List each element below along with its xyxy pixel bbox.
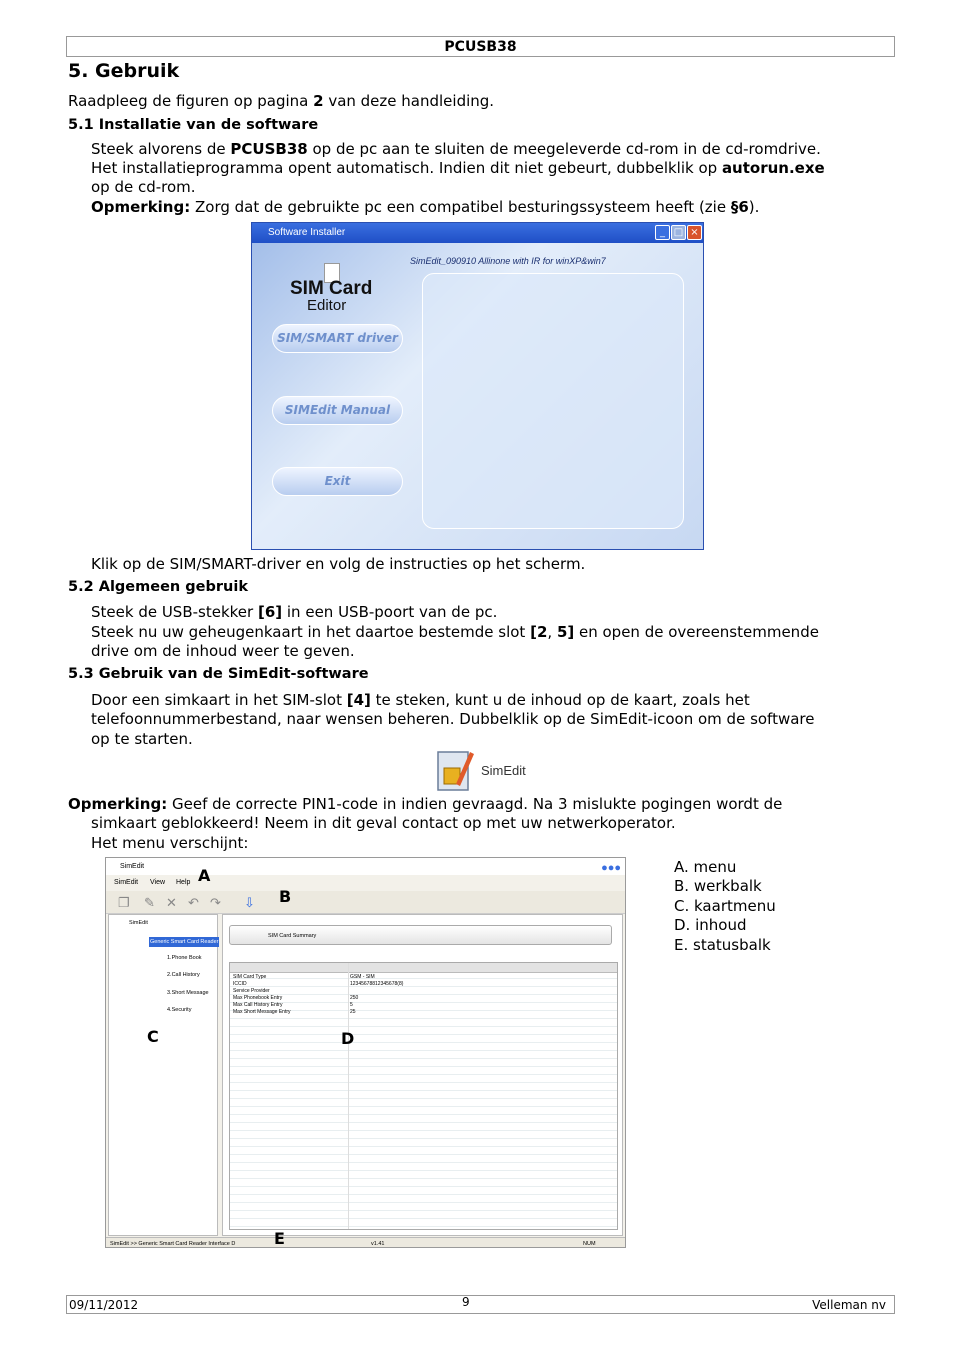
footer-page: 9 — [462, 1295, 470, 1309]
simedit-manual-button[interactable]: SIMEdit Manual — [272, 396, 403, 425]
section-title: 5. Gebruik — [68, 60, 180, 82]
marker-b: B — [279, 887, 292, 906]
tree-item-callhistory[interactable]: 2.Call History — [167, 972, 200, 978]
s51-line2: Het installatieprogramma opent automatisch. Indien dit niet gebeurt, dubbelklik op autorun.exe — [91, 159, 825, 177]
s52-line1: Steek de USB-stekker [6] in een USB-poort van de pc. — [91, 603, 498, 621]
s51-note: Opmerking: Zorg dat de gebruikte pc een compatibel besturingssysteem heeft (zie §6). — [91, 198, 760, 216]
exit-button[interactable]: Exit — [272, 467, 403, 496]
minimize-icon[interactable]: _ — [655, 225, 670, 240]
undo-icon[interactable]: ↶ — [188, 895, 199, 910]
logo-line2: Editor — [307, 297, 347, 314]
menu-bar — [106, 876, 625, 890]
page-footer — [66, 1295, 895, 1314]
s53-note: Opmerking: Geef de correcte PIN1-code in indien gevraagd. Na 3 mislukte pogingen wordt de — [68, 795, 783, 813]
app-titlebar: SimEdit ●●● — [106, 858, 625, 875]
summary-bar[interactable]: SIM Card Summary — [229, 925, 612, 945]
subsection-title-5-3: 5.3 Gebruik van de SimEdit-software — [68, 666, 369, 682]
s51-line1: Steek alvorens de PCUSB38 op de pc aan te sluiten de meegeleverde cd-rom in de cd-romdrive. — [91, 140, 821, 158]
redo-icon[interactable]: ↷ — [210, 895, 221, 910]
tree-item-shortmessage[interactable]: 3.Short Message — [167, 990, 209, 996]
marker-e: E — [274, 1229, 285, 1248]
menu-view[interactable]: View — [150, 879, 166, 886]
simedit-icon[interactable] — [436, 748, 476, 794]
grid-row: Max Phonebook Entry 250 — [233, 995, 359, 1001]
read-icon[interactable]: ⇩ — [244, 895, 255, 910]
legend-item: C. kaartmenu — [674, 897, 776, 915]
menu-simedit[interactable]: SimEdit — [114, 879, 139, 886]
menu-help[interactable]: Help — [176, 879, 191, 886]
s53-line2: telefoonnummerbestand, naar wensen beheren. Dubbelklik op de SimEdit-icoon om de software — [91, 710, 815, 728]
delete-icon[interactable]: ✕ — [166, 895, 177, 910]
s52-line2: Steek nu uw geheugenkaart in het daartoe bestemde slot [2, 5] en open de overeenstemmende — [91, 623, 819, 641]
grid-row: Service Provider — [233, 988, 270, 994]
installer-window — [251, 222, 704, 550]
card-menu-tree — [108, 914, 218, 1236]
footer-company: Velleman nv — [812, 1298, 886, 1312]
copy-icon[interactable]: ❐ — [118, 895, 130, 910]
status-version: v1.41 — [371, 1241, 385, 1247]
logo-line1: SIM Card — [290, 278, 373, 299]
installer-subtitle: SimEdit_090910 Allinone with IR for winXP&win7 — [410, 256, 606, 266]
tree-item-phonebook[interactable]: 1.Phone Book — [167, 955, 202, 961]
marker-a: A — [198, 866, 211, 885]
grid-row: Max Call History Entry 5 — [233, 1002, 353, 1008]
grid-row: ICCID 12345678812345678(8) — [233, 981, 404, 987]
legend-item: A. menu — [674, 858, 737, 876]
sim-smart-driver-button[interactable]: SIM/SMART driver — [272, 324, 403, 353]
legend-item: D. inhoud — [674, 916, 747, 934]
tree-reader[interactable]: Generic Smart Card Reader — [150, 939, 219, 945]
status-bar — [106, 1237, 625, 1248]
toolbar — [106, 891, 625, 914]
status-num: NUM — [583, 1241, 596, 1247]
s53-line3: op te starten. — [91, 730, 193, 748]
s53-note-line2: simkaart geblokkeerd! Neem in dit geval contact op met uw netwerkoperator. — [91, 814, 676, 832]
close-icon[interactable]: × — [687, 225, 702, 240]
subsection-title-5-1: 5.1 Installatie van de software — [68, 117, 319, 133]
legend-item: E. statusbalk — [674, 936, 771, 954]
s51-after: Klik op de SIM/SMART-driver en volg de instructies op het scherm. — [91, 555, 586, 573]
simedit-app-window — [105, 857, 626, 1248]
s52-line3: drive om de inhoud weer te geven. — [91, 642, 355, 660]
intro-text: Raadpleeg de figuren op pagina 2 van deze handleiding. — [68, 92, 495, 110]
grid-row: Max Short Message Entry 25 — [233, 1009, 356, 1015]
window-controls-icon[interactable]: ●●● — [601, 862, 621, 874]
maximize-icon[interactable]: □ — [671, 225, 686, 240]
tree-item-security[interactable]: 4.Security — [167, 1007, 192, 1013]
marker-d: D — [341, 1029, 355, 1048]
edit-icon[interactable]: ✎ — [144, 895, 155, 910]
simedit-icon-label: SimEdit — [481, 763, 526, 778]
legend-item: B. werkbalk — [674, 877, 762, 895]
s51-line3: op de cd-rom. — [91, 178, 196, 196]
grid-row: SIM Card Type GSM - SIM — [233, 974, 375, 980]
marker-c: C — [147, 1027, 159, 1046]
s53-note-line3: Het menu verschijnt: — [91, 834, 249, 852]
status-path: SimEdit >> Generic Smart Card Reader Interface D — [110, 1241, 236, 1247]
content-pane — [222, 914, 623, 1236]
subsection-title-5-2: 5.2 Algemeen gebruik — [68, 579, 248, 595]
footer-date: 09/11/2012 — [69, 1298, 139, 1312]
tree-root[interactable]: SimEdit — [129, 920, 148, 926]
s53-line1: Door een simkaart in het SIM-slot [4] te steken, kunt u de inhoud op de kaart, zoals het — [91, 691, 750, 709]
info-panel — [422, 273, 684, 529]
summary-grid — [229, 962, 618, 1230]
installer-titlebar: Software Installer — [252, 223, 703, 243]
page-header: PCUSB38 — [66, 36, 895, 57]
